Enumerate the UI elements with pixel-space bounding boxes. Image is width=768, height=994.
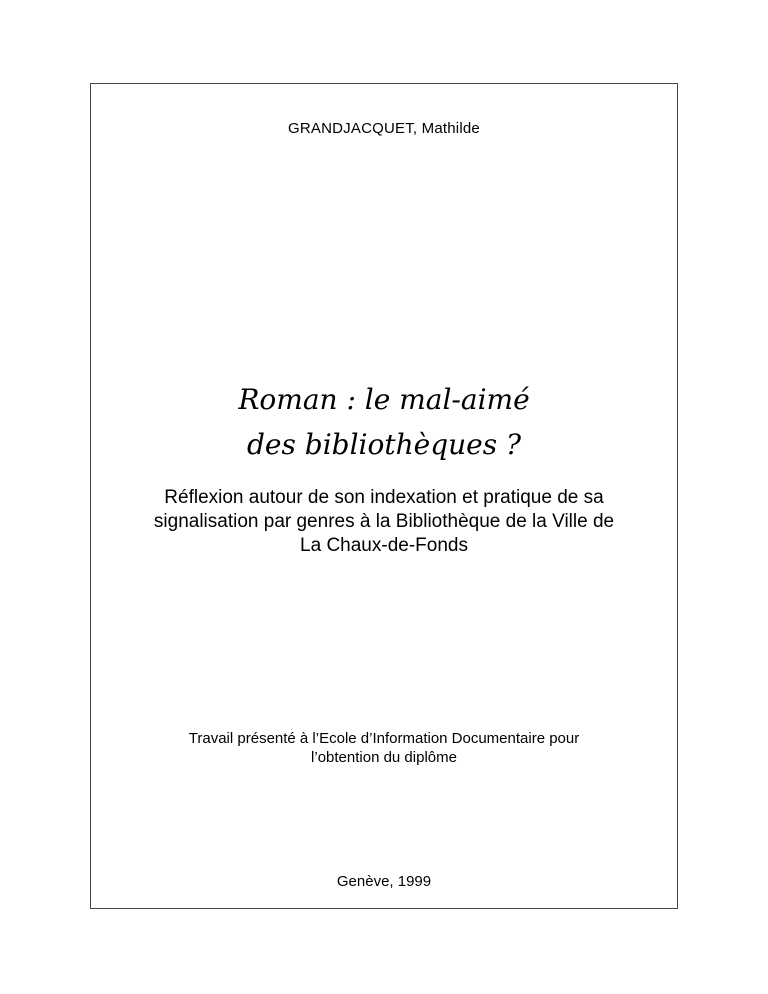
subtitle-line: Réflexion autour de son indexation et pratique de sa (164, 487, 604, 508)
presentation-line: l’obtention du diplôme (311, 749, 457, 766)
place-and-date: Genève, 1999 (336, 873, 432, 890)
presentation-statement (91, 729, 677, 767)
title-line: des bibliothèques ? (247, 428, 521, 461)
presentation-line: Travail présenté à l’Ecole d’Information Documentaire pour (188, 730, 580, 747)
title-page (90, 83, 678, 909)
title-line: Roman : le mal-aimé (238, 383, 530, 416)
subtitle-line: signalisation par genres à la Bibliothèque de la Ville de (153, 511, 615, 532)
document-title (91, 377, 677, 467)
author-name: GRANDJACQUET, Mathilde (288, 120, 480, 137)
subtitle-line: La Chaux-de-Fonds (300, 535, 468, 556)
document-subtitle (91, 486, 677, 558)
